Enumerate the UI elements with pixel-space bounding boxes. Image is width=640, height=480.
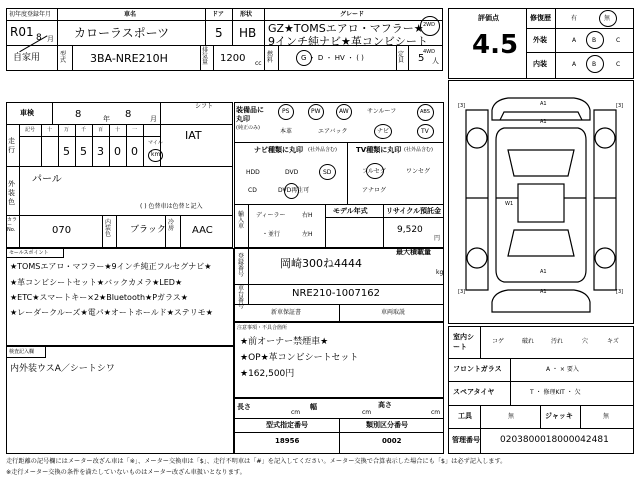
- reg-year: R01: [10, 25, 34, 39]
- equipment-subtitle: (純正のみ): [236, 125, 260, 131]
- digit-header-0: 記号: [25, 127, 36, 133]
- int-grade-b: B: [592, 61, 597, 68]
- ac: AAC: [192, 225, 213, 236]
- width-unit: cm: [362, 409, 372, 416]
- model-label: 型式: [60, 51, 67, 64]
- digit-header-1: 十: [47, 127, 53, 133]
- score: 4.5: [472, 30, 519, 60]
- bracket-marker: [3]: [616, 103, 624, 109]
- grade-line2: 9インチ純ナビ★革コンビシート: [268, 35, 428, 48]
- model-year-label: モデル年式: [333, 207, 368, 215]
- equip-sunroof: サンルーフ: [367, 108, 397, 115]
- navi-sd: SD: [323, 169, 332, 176]
- jack-label: ジャッキ: [545, 412, 573, 420]
- inspection-label: 車検: [20, 109, 34, 117]
- equip-pw: PW: [311, 108, 321, 115]
- recycle-label: リサイクル預託金: [386, 207, 442, 215]
- recycle-unit: 円: [434, 235, 441, 242]
- drive-2wd: 2WD: [423, 22, 435, 28]
- mgmt-no: 0203800018000042481: [500, 435, 609, 445]
- shift: IAT: [185, 129, 202, 142]
- exterior-color: パール: [32, 174, 62, 185]
- equip-tv: TV: [421, 128, 429, 135]
- repair-yes: 有: [571, 15, 578, 22]
- shape-label: 形状: [240, 11, 253, 18]
- unit-km: km: [151, 151, 161, 158]
- notes-line: ★162,500円: [240, 369, 295, 379]
- import-label: 輸入車: [238, 211, 245, 230]
- shape: HB: [239, 26, 257, 40]
- manual: 車両取説: [381, 309, 406, 316]
- navi-sub: (社外品含む): [308, 147, 337, 153]
- score-label: 評価点: [478, 14, 499, 22]
- footer-line1: 走行距離の記号欄にはメーター改ざん車は「※」、メーター交換車は「$」、走行不明車は「#」を記入してください。メーター交換で合算表示した場合にも「$」は必ず記入します。: [6, 458, 507, 465]
- digit-header-2: 万: [64, 127, 70, 133]
- equip-abs: ABS: [420, 109, 430, 115]
- shift-label: シフト: [195, 103, 214, 110]
- bracket-marker: [3]: [458, 289, 466, 295]
- car-diagram: [448, 80, 634, 324]
- equip-airbag: エアバック: [318, 128, 348, 135]
- inspection-year: 8: [75, 109, 82, 120]
- door-label: ドア: [212, 11, 224, 18]
- digit-header-4: 百: [98, 127, 104, 133]
- tv-sub: (社外品含む): [404, 147, 433, 153]
- grade-line1: GZ★TOMSエアロ・マフラー★: [268, 22, 424, 35]
- height-unit: cm: [431, 409, 441, 416]
- color-no: 070: [52, 225, 72, 236]
- windshield-label: フロントガラス: [453, 365, 502, 373]
- digit-header-5: 十: [115, 127, 121, 133]
- damage-marker: A1: [540, 269, 547, 275]
- tv-fullseg: フルセグ: [362, 168, 386, 175]
- sales-point-line: ★レーダークルーズ★電パ★オートホールド★ステリモ★: [10, 308, 213, 317]
- class-no: 0002: [382, 437, 402, 445]
- digit-header-3: 千: [81, 127, 87, 133]
- navi-dvd-play: DVD再生可: [278, 187, 310, 194]
- import-left: 左H: [302, 231, 313, 238]
- ext-grade-b: B: [592, 37, 597, 44]
- notes-line: ★OP★革コンビシートセット: [240, 353, 359, 363]
- reg-month: 8: [36, 33, 42, 43]
- sales-point-line: ★革コンビシートセット★バックカメラ★LED★: [10, 278, 183, 287]
- damage-marker: A1: [540, 101, 547, 107]
- navi-dvd: DVD: [285, 169, 299, 176]
- footer-line2: ※走行メーター交換の条件を満たしていないものはメーター改ざん車扱いとなります。: [6, 469, 246, 476]
- seat-option: キズ: [607, 338, 619, 345]
- damage-marker: W1: [505, 201, 514, 207]
- mileage-digit: 5: [63, 145, 70, 158]
- spare-value: T ・ 修理KIT ・ 欠: [530, 389, 581, 396]
- equip-leather: 本革: [280, 128, 293, 135]
- capacity-label: 定員: [398, 51, 405, 64]
- digit-header-6: 一: [132, 127, 138, 133]
- plate-label: 登録番号: [238, 253, 245, 278]
- spare-label: スペアタイヤ: [453, 388, 495, 396]
- class-no-label: 類別区分番号: [366, 421, 408, 429]
- doors: 5: [215, 26, 223, 40]
- tools-label: 工具: [458, 412, 472, 420]
- inspector-title: 検査記入欄: [9, 349, 35, 355]
- height-label: 高さ: [378, 401, 392, 409]
- mileage-digit: 5: [80, 145, 87, 158]
- int-grade-a: A: [572, 61, 577, 68]
- recycle-value: 9,520: [397, 225, 423, 235]
- int-grade-c: C: [616, 61, 621, 68]
- import-dealer: ディーラー: [256, 212, 286, 219]
- navi-hdd: HDD: [246, 169, 260, 176]
- plate: 岡崎300ね4444: [280, 257, 362, 270]
- car-name: カローラスポーツ: [74, 26, 170, 40]
- ext-grade-a: A: [572, 37, 577, 44]
- ext-grade-c: C: [616, 37, 621, 44]
- color-no-label: カラーNo.: [7, 217, 18, 233]
- mileage-digit: 0: [131, 145, 138, 158]
- type-no: 18956: [275, 437, 300, 445]
- displacement-unit: cc: [255, 60, 262, 67]
- sales-point-line: ★ETC★スマートキー×2★Bluetooth★Pガラス★: [10, 293, 188, 302]
- notes-line: ★前オーナー禁煙車★: [240, 337, 329, 347]
- tv-analog: アナログ: [362, 187, 387, 194]
- length-label: 長さ: [237, 403, 251, 411]
- windshield-value: A ・ × 要入: [546, 366, 579, 373]
- seat-option: 穴: [582, 338, 589, 345]
- mileage-label: 走行: [8, 137, 15, 155]
- new-warranty: 新車保証書: [271, 309, 302, 316]
- interior-color: ブラック: [130, 225, 166, 235]
- chassis-label: 車台番号: [238, 285, 245, 310]
- sales-points-title: セールスポイント: [9, 250, 49, 256]
- import-right: 右H: [302, 212, 313, 219]
- grade-label: グレード: [340, 11, 365, 18]
- fuel-label: 燃料: [267, 51, 274, 64]
- exterior-note: ( ) 色替車は色替と記入: [140, 203, 203, 210]
- bracket-marker: [3]: [616, 289, 624, 295]
- type-no-label: 型式指定番号: [266, 421, 308, 429]
- inspection-month-unit: 月: [150, 115, 157, 123]
- car-name-label: 車名: [124, 11, 137, 18]
- capacity-unit: 人: [432, 57, 439, 65]
- max-load-unit: kg: [436, 269, 444, 276]
- exterior-label: 外装色: [8, 180, 15, 207]
- jack-value: 無: [603, 413, 610, 420]
- equipment-title: 装備品に丸印: [236, 106, 264, 124]
- inspection-month: 8: [125, 109, 132, 120]
- displacement-label: 排気量: [202, 47, 209, 66]
- bracket-marker: [3]: [458, 103, 466, 109]
- tools-value: 無: [508, 413, 515, 420]
- equip-ps: PS: [282, 108, 290, 115]
- width-label: 幅: [310, 403, 317, 411]
- capacity: 5: [418, 53, 425, 64]
- inspector-box: [6, 346, 234, 454]
- model: 3BA-NRE210H: [90, 52, 168, 65]
- seat-option: 汚れ: [551, 338, 564, 345]
- month-unit: 月: [47, 35, 54, 43]
- seat-option: 破れ: [522, 338, 535, 345]
- fuel-options: G ・ D ・ HV ・ ( ): [301, 54, 364, 62]
- interior-color-label: 内装色: [105, 219, 112, 238]
- navi-title: ナビ種類に丸印: [254, 146, 303, 154]
- inspection-year-unit: 年: [103, 115, 110, 123]
- notes-title: 注意事項・不具合箇所: [237, 325, 288, 331]
- ac-label: 冷房: [168, 219, 175, 232]
- sales-point-line: ★TOMSエアロ・マフラー★9インチ純正フルセグナビ★: [10, 262, 212, 271]
- displacement: 1200: [220, 53, 246, 64]
- usage: 自家用: [13, 53, 41, 63]
- unit-mile: マイル: [148, 140, 163, 146]
- damage-marker: A1: [540, 119, 547, 125]
- tv-title: TV種類に丸印: [356, 146, 402, 154]
- length-unit: cm: [291, 409, 301, 416]
- drive-4wd: 4WD: [423, 49, 435, 55]
- seat-option: コゲ: [492, 338, 505, 345]
- repair-no: 無: [604, 15, 611, 22]
- int-grade-label: 内装: [533, 60, 547, 68]
- inspector-note: 内外装ウスA／シートシワ: [10, 364, 115, 374]
- damage-marker: A1: [540, 289, 547, 295]
- tv-oneseg: ワンセグ: [406, 168, 431, 175]
- equip-navi: ナビ: [377, 128, 390, 135]
- import-parallel: ・並行: [262, 231, 281, 238]
- ext-grade-label: 外装: [533, 36, 547, 44]
- equip-aw: AW: [339, 108, 349, 115]
- mileage-digit: 3: [97, 145, 104, 158]
- seat-label: 室内シート: [453, 333, 474, 351]
- max-load-label: 最大積載量: [396, 248, 431, 256]
- mileage-digit: 0: [114, 145, 121, 158]
- reg-year-label: 初年度登録年月: [9, 11, 52, 18]
- repair-label: 修復歴: [530, 14, 551, 22]
- chassis: NRE210-1007162: [292, 288, 380, 299]
- mgmt-label: 管理番号: [452, 436, 480, 444]
- navi-cd: CD: [248, 187, 257, 194]
